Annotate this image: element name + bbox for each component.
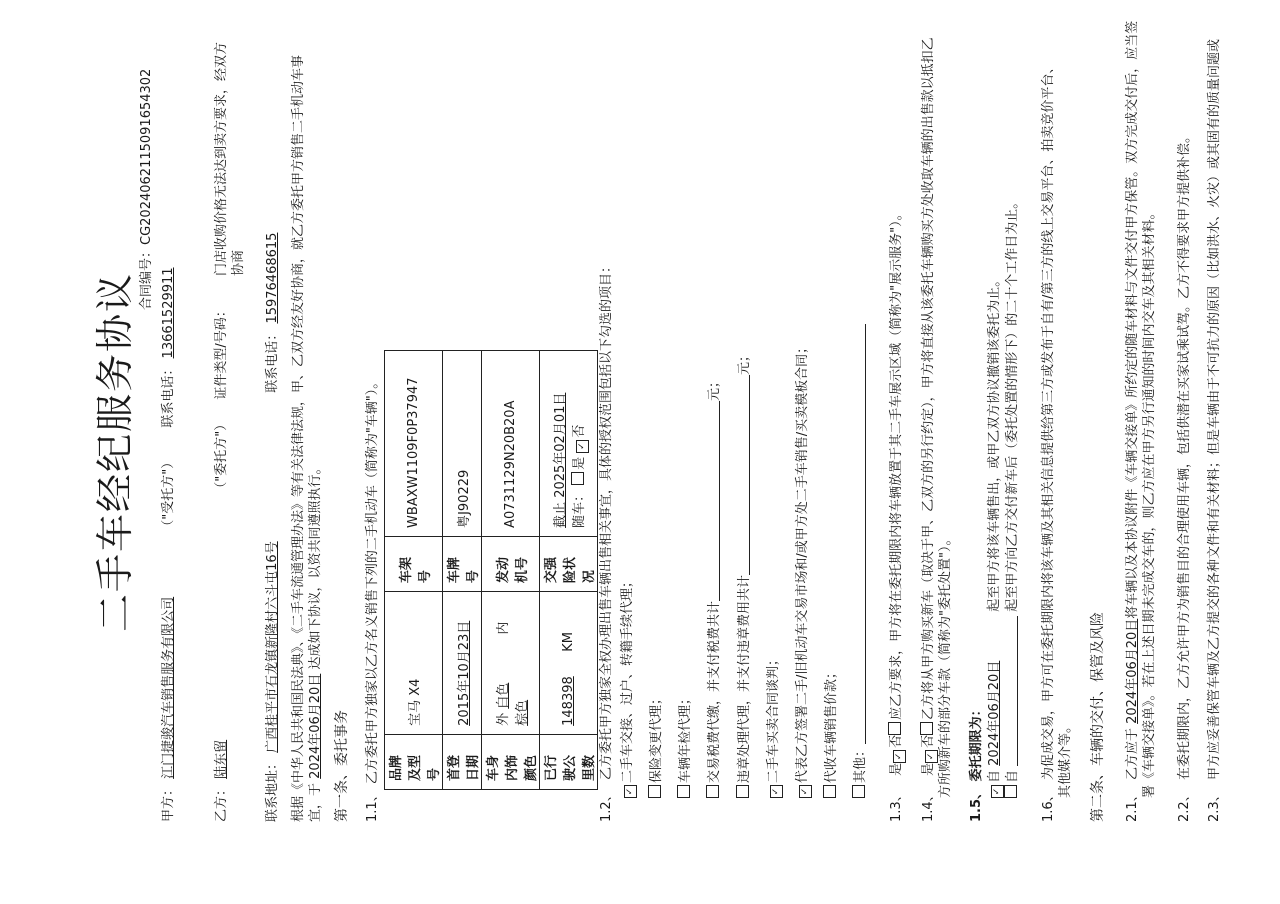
term-option-1: ✓自 2024年06月20日 起至甲方将该车辆售出，或甲乙双方协议撤销该委托为止。 — [986, 274, 1004, 798]
color-value: 外 白色 内 棕色 — [482, 592, 540, 735]
authorization-checkbox[interactable] — [823, 785, 836, 798]
engine-value: A0731129N20B20A — [482, 351, 540, 537]
authorization-item: 车辆年检代理； — [677, 692, 694, 798]
mileage-label: 已行驶公里数 — [540, 734, 598, 789]
authorization-checkbox[interactable] — [706, 785, 719, 798]
clause-2-1-line-2: 署《车辆交接单》。若在上述日期未完成交车的，则乙方应在甲方另行通知的时间内交车及其相关材料。 — [1142, 206, 1157, 798]
intro-line-1: 根据《中华人民共和国民法典》、《二手车流通管理办法》等有关法律法规，甲、乙双方经友好协商，就乙方委托甲方销售二手机动车事 — [291, 54, 306, 822]
party-b-id: 门店收购价格无法达到卖方要求，经双方协商 — [214, 41, 246, 276]
table-row — [385, 351, 443, 790]
table-row — [482, 351, 540, 790]
authorization-item: 代收车辆销售价款； — [823, 666, 840, 798]
color-label: 车身内饰颜色 — [482, 734, 540, 789]
plate-label: 车牌号 — [443, 536, 482, 591]
contact-line: 联系地址： 广西桂平市石龙镇新隆村六斗屯16号 联系电话： 15976468615 — [264, 62, 281, 822]
insurance-no-checkbox[interactable]: ✓ — [576, 440, 589, 453]
clause-1-4-line-2: 方所购新车的部分车款（简称为"委托处置"）。 — [938, 532, 953, 798]
clause-1-3: 1.3、 是✓否应乙方要求，甲方将在委托期限内将车辆放置于其二手车展示区域（简称为"展示服务"）。 — [889, 207, 904, 822]
brand-value: 宝马 X4 — [385, 592, 443, 735]
clause-1-5-title: 1.5、 委托期限为： — [969, 703, 984, 822]
term-option-2-checkbox[interactable] — [1004, 785, 1017, 798]
clause-1-3-yes-checkbox[interactable]: ✓ — [893, 750, 906, 763]
authorization-item: ✓二手车买卖合同谈判； — [765, 653, 783, 798]
clause-1-3-no-checkbox[interactable] — [888, 722, 901, 735]
insurance-docs: 随车： 是 ✓否 — [571, 424, 587, 528]
term-option-2: 自 起至甲方向乙方交付新车后（委托处置的情形下）的二十个工作日为止。 — [1004, 196, 1021, 798]
authorization-checkbox[interactable]: ✓ — [799, 785, 812, 798]
clause-2-1: 2.1、 乙方应于 2024年06月20日将车辆以及本协议附件《车辆交接单》所约定的随车材料与文件交付甲方保管。双方完成交付后，应当签 — [1125, 20, 1140, 822]
party-b-name: 陆东留 — [214, 739, 229, 779]
clause-1-1: 1.1、 乙方委托甲方独家以乙方名义销售下列的二手机动车（简称为"车辆"）。 — [365, 375, 380, 822]
reg-date-value: 2015年10月23日 — [443, 592, 482, 735]
authorization-item: 其他： — [852, 324, 869, 798]
authorization-checkbox[interactable] — [677, 785, 690, 798]
clause-1-6-line-2: 其他媒介等。 — [1058, 719, 1073, 798]
section-1-title: 第一条、委托事务 — [334, 710, 350, 822]
clause-1-4-yes-checkbox[interactable]: ✓ — [925, 750, 938, 763]
contact-phone: 15976468615 — [265, 232, 280, 324]
mileage-value: 148398 KM — [540, 592, 598, 735]
authorization-item: 交易税费代缴，并支付税费共计元； — [706, 375, 723, 798]
party-a-phone: 13661529911 — [161, 267, 176, 359]
authorization-item: ✓代表乙方签署二手/旧机动车交易市场和/或甲方处二手车销售/买卖模板合同； — [794, 341, 812, 798]
insurance-value: 截止 2025年02月01日 随车： 是 ✓否 — [540, 351, 598, 537]
contract-number: 合同编号：CG202406211509165430​2 — [139, 68, 154, 310]
vin-value: WBAXW1109F0P37947 — [385, 351, 443, 537]
party-b-line: 乙方： 陆东留 （"委托方"） 证件类型/号码： — [214, 304, 229, 822]
authorization-item: 保险变更代理； — [648, 692, 665, 798]
clause-2-2: 2.2、 在委托期限内，乙方允许甲方为销售目的合理使用车辆，包括供潜在买家试乘试驾。乙方不得要求甲方提供补偿。 — [1177, 130, 1192, 822]
clause-1-4: 1.4、 是✓否乙方将从甲方购买新车（取决于甲、乙双方的另行约定），甲方将直接从该委托车辆购买方处收取车辆的出售款以抵扣乙 — [921, 37, 936, 822]
engine-label: 发动机号 — [482, 536, 540, 591]
clause-1-6: 1.6、 为促成交易，甲方可在委托期限内将该车辆及其相关信息提供给第三方或发布于自有/第三方的线上交易平台、拍卖竞价平台、 — [1041, 60, 1056, 822]
section-2-title: 第二条、车辆的交付、保管及风险 — [1090, 612, 1106, 822]
table-row — [540, 351, 598, 790]
insurance-yes-checkbox[interactable] — [571, 472, 584, 485]
clause-1-2: 1.2、 乙方委托甲方独家全权办理出售车辆出售相关事宜，具体的授权范围包括以下勾选的项目： — [599, 260, 614, 822]
intro-line-2: 宜，于 2024年06月20日 达成如下协议，以资共同遵照执行。 — [308, 461, 323, 822]
plate-value: 粤J90229 — [443, 351, 482, 537]
authorization-item: 违章处理代理，并支付违章费用共计元； — [736, 349, 753, 798]
clause-1-4-no-checkbox[interactable] — [920, 722, 933, 735]
document-title: 二手车经纪服务协议 — [93, 272, 137, 633]
authorization-checkbox[interactable] — [648, 785, 661, 798]
clause-2-3: 2.3、 甲方应妥善保管车辆及乙方提交的各种文件和有关材料；但是车辆由于不可抗力的原因（比如洪水、火灾）或其固有的质量问题或 — [1207, 39, 1222, 822]
authorization-checkbox[interactable]: ✓ — [770, 785, 783, 798]
table-row — [443, 351, 482, 790]
brand-label: 品牌及型号 — [385, 734, 443, 789]
authorization-checkbox[interactable]: ✓ — [624, 785, 637, 798]
party-a-name: 江门捷骏汽车销售服务有限公司 — [161, 596, 176, 779]
vehicle-info-table — [384, 350, 598, 790]
reg-date-label: 首登日期 — [443, 734, 482, 789]
insurance-label: 交强险状况 — [540, 536, 598, 591]
term-option-1-checkbox[interactable]: ✓ — [991, 785, 1004, 798]
contact-address: 广西桂平市石龙镇新隆村六斗屯16号 — [265, 541, 280, 753]
authorization-checkbox[interactable] — [852, 785, 865, 798]
authorization-item: ✓二手车交接、过户、转籍手续代理； — [619, 575, 637, 798]
authorization-checkbox[interactable] — [736, 785, 749, 798]
party-a-line: 甲方： 江门捷骏汽车销售服务有限公司 （"受托方"） 联系电话： 13661529911 — [160, 62, 177, 822]
vin-label: 车架号 — [385, 536, 443, 591]
intro-date: 2024年06月20日 — [308, 673, 323, 779]
